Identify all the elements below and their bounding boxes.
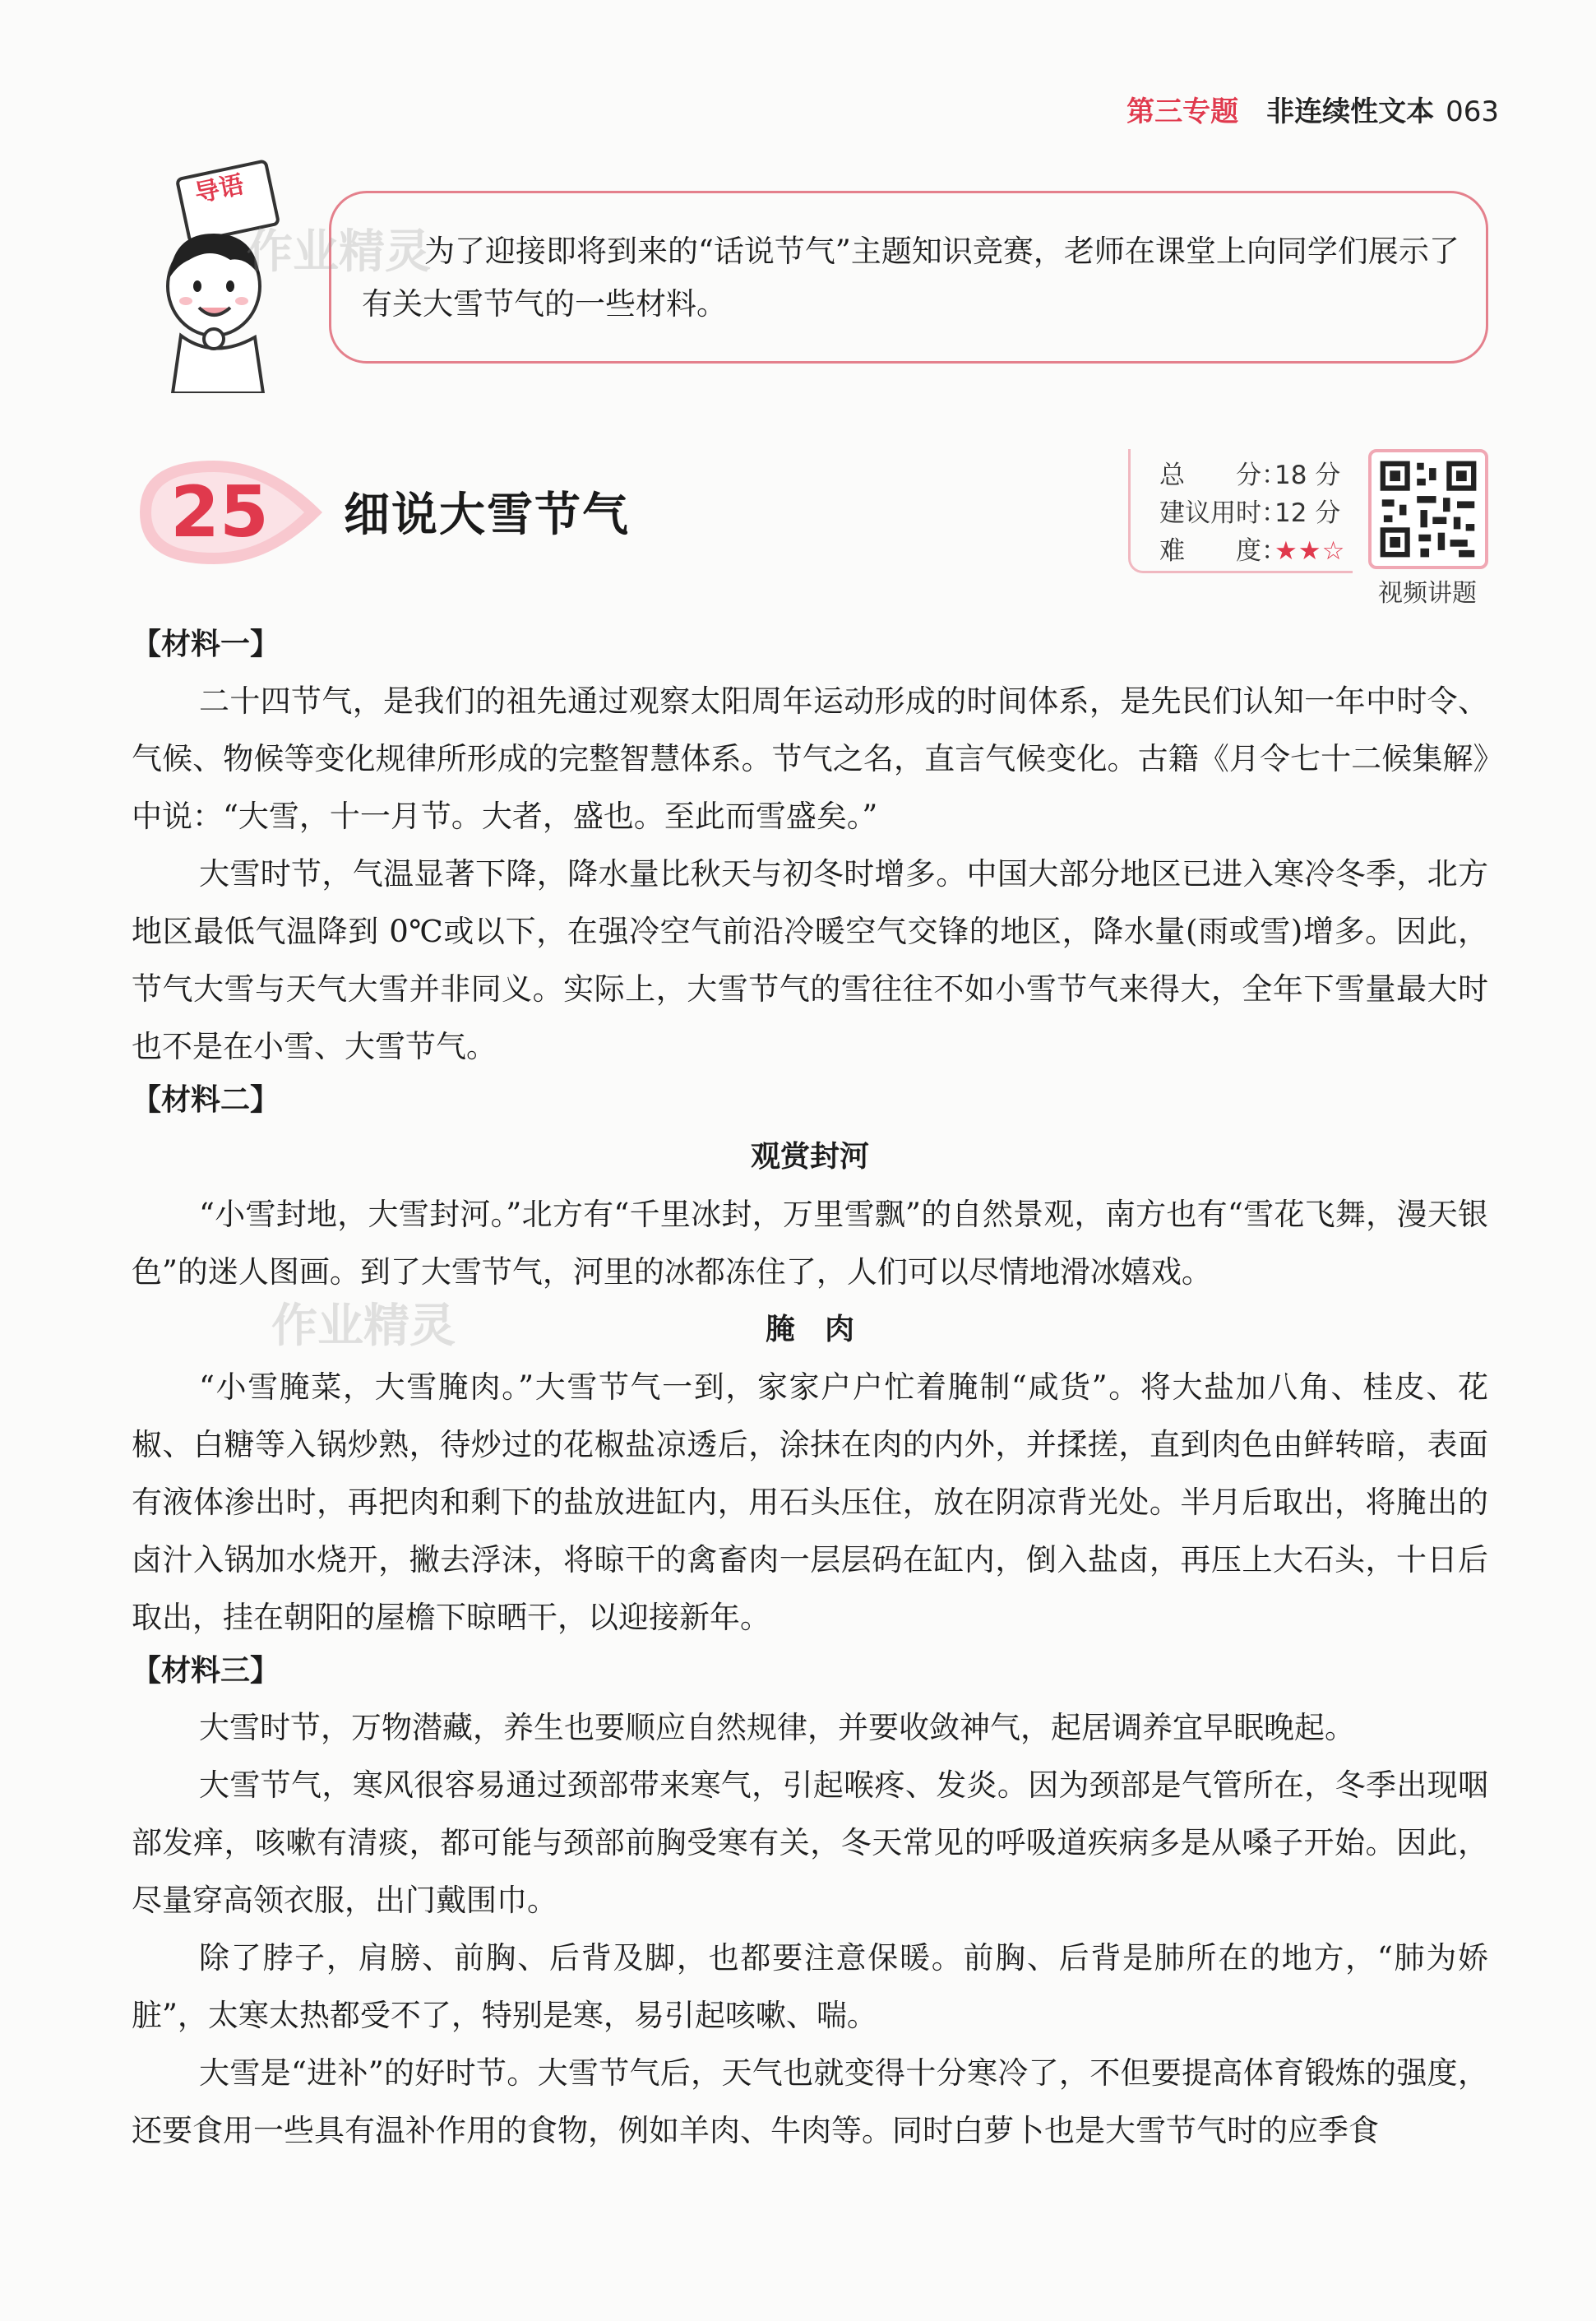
material-1-label: 【材料一】 — [132, 628, 280, 661]
intro-text: 为了迎接即将到来的“话说节气”主题知识竞赛，老师在课堂上向同学们展示了有关大雪节气的一些材料。 — [362, 234, 1460, 322]
page-number: 063 — [1446, 95, 1499, 128]
section-label: 第三专题 — [1126, 95, 1239, 128]
qr-code-icon[interactable] — [1368, 449, 1488, 569]
material-2-label: 【材料二】 — [132, 1083, 280, 1117]
info-time — [1159, 492, 1340, 529]
info-difficulty-label: 难 度： — [1159, 536, 1287, 566]
intro-tag: 导语 — [192, 169, 247, 209]
material-1-paragraph: 二十四节气，是我们的祖先通过观察太阳周年运动形成的时间体系，是先民们认知一年中时令、气候、物候等变化规律所形成的完整智慧体系。节气之名，直言气候变化。古籍《月令七十二候集解》中说：“大雪，十一月节。大者，盛也。至此而雪盛矣。” — [132, 683, 1488, 834]
page-header — [1126, 89, 1499, 129]
material-3-label: 【材料三】 — [132, 1654, 280, 1688]
watermark: 作业精灵 — [247, 225, 431, 279]
qr-label: 视频讲题 — [1378, 579, 1477, 608]
info-difficulty — [1159, 530, 1345, 567]
article-body — [132, 620, 1488, 2160]
material-1-paragraph: 大雪时节，气温显著下降，降水量比秋天与初冬时增多。中国大部分地区已进入寒冷冬季，北方地区最低气温降到 0℃或以下，在强冷空气前沿冷暖空气交锋的地区，降水量(雨或雪)增多。因此，节气大雪与天气大雪并非同义。实际上，大雪节气的雪往往不如小雪节气来得大，全年下雪量最大时也不是在小雪、大雪节气。 — [132, 856, 1488, 1064]
info-time-label: 建议用时： — [1159, 498, 1287, 528]
info-time-value: 12 分 — [1274, 498, 1341, 528]
material-2-paragraph: “小雪腌菜，大雪腌肉。”大雪节气一到，家家户户忙着腌制“咸货”。将大盐加八角、桂皮、花椒、白糖等入锅炒熟，待炒过的花椒盐凉透后，涂抹在肉的内外，并揉搓，直到肉色由鲜转暗，表面有液体渗出时，再把肉和剩下的盐放进缸内，用石头压住，放在阴凉背光处。半月后取出，将腌出的卤汁入锅加水烧开，撇去浮沫，将晾干的禽畜肉一层层码在缸内，倒入盐卤，再压上大石头，十日后取出，挂在朝阳的屋檐下晾晒干，以迎接新年。 — [132, 1369, 1488, 1635]
info-total-value: 18 分 — [1274, 461, 1341, 490]
watermark: 作业精灵 — [271, 1299, 456, 1353]
info-total — [1159, 454, 1340, 491]
material-3-paragraph: 大雪时节，万物潜藏，养生也要顺应自然规律，并要收敛神气，起居调养宜早眠晚起。 — [199, 1710, 1355, 1745]
material-3-paragraph: 大雪节气，寒风很容易通过颈部带来寒气，引起喉疼、发炎。因为颈部是气管所在，冬季出现咽部发痒，咳嗽有清痰，都可能与颈部前胸受寒有关，冬天常见的呼吸道疾病多是从嗓子开始。因此，尽量穿高领衣服，出门戴围巾。 — [132, 1767, 1488, 1918]
lesson-number: 25 — [170, 471, 269, 554]
material-2-subtitle: 观赏封河 — [750, 1140, 869, 1174]
material-2-paragraph: “小雪封地，大雪封河。”北方有“千里冰封，万里雪飘”的自然景观，南方也有“雪花飞舞，漫天银色”的迷人图画。到了大雪节气，河里的冰都冻住了，人们可以尽情地滑冰嬉戏。 — [132, 1197, 1488, 1290]
material-3-paragraph: 大雪是“进补”的好时节。大雪节气后，天气也就变得十分寒冷了，不但要提高体育锻炼的强度，还要食用一些具有温补作用的食物，例如羊肉、牛肉等。同时白萝卜也是大雪节气时的应季食 — [132, 2055, 1488, 2148]
difficulty-stars: ★★☆ — [1274, 536, 1346, 566]
info-total-label: 总 分： — [1159, 461, 1287, 490]
material-3-paragraph: 除了脖子，肩膀、前胸、后背及脚，也都要注意保暖。前胸、后背是肺所在的地方，“肺为娇脏”，太寒太热都受不了，特别是寒，易引起咳嗽、喘。 — [132, 1940, 1488, 2033]
lesson-title: 细说大雪节气 — [344, 489, 630, 542]
material-2-subtitle: 腌 肉 — [765, 1313, 854, 1346]
section-title: 非连续性文本 — [1266, 95, 1435, 128]
